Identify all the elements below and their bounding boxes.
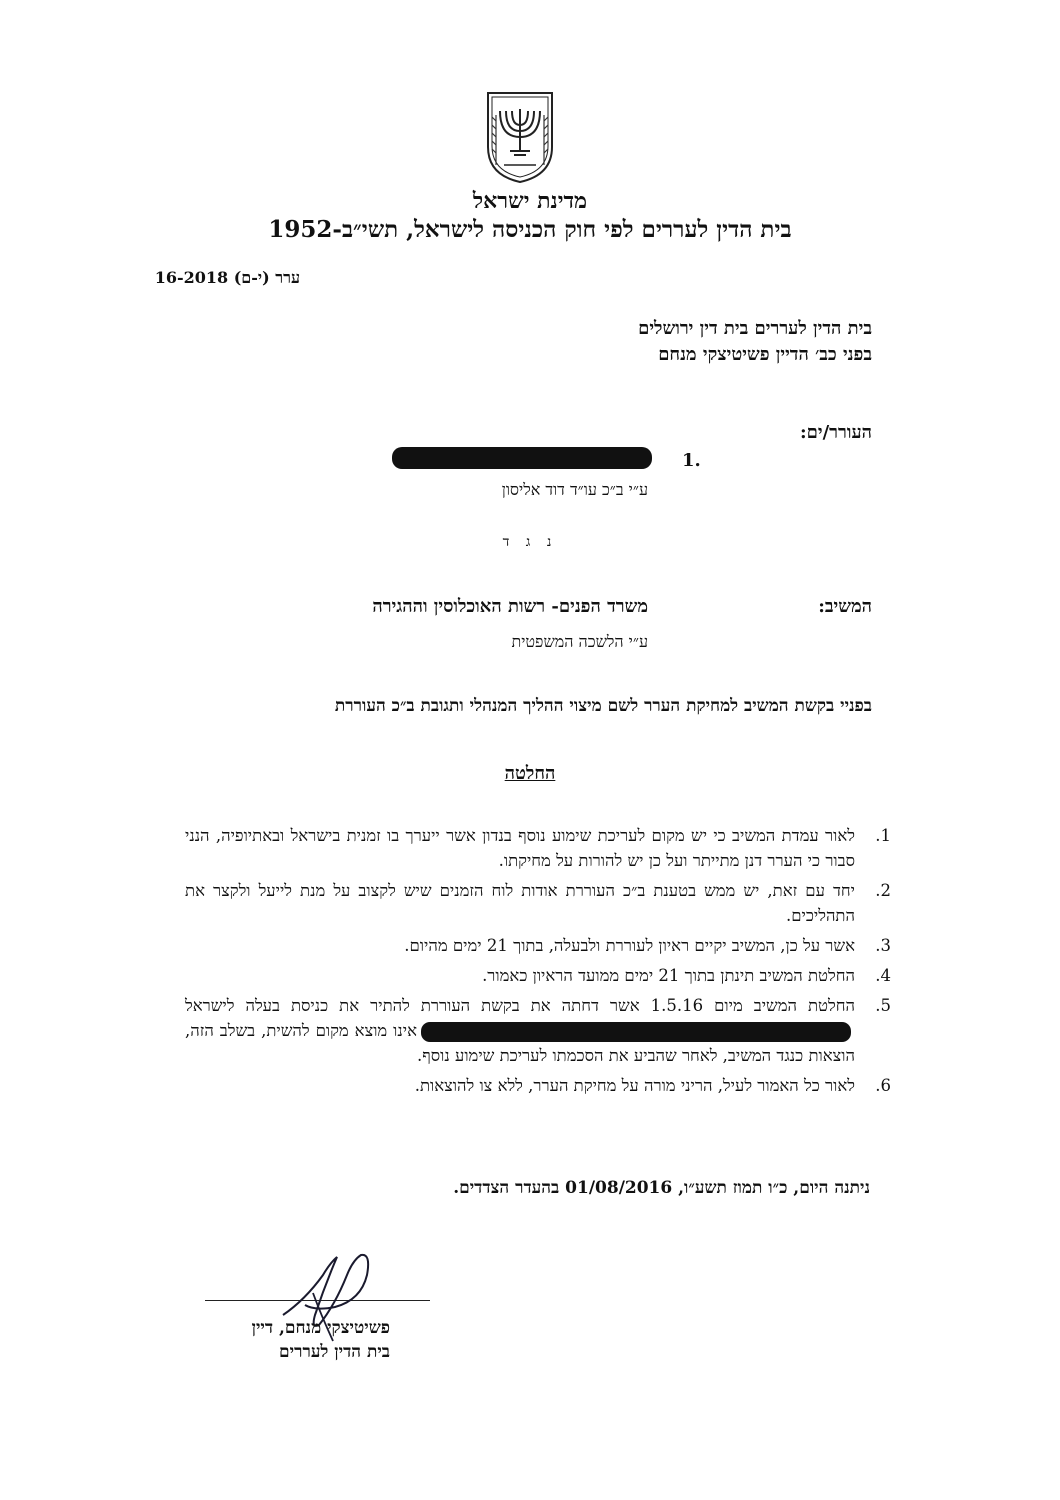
- list-item: [185, 963, 891, 988]
- list-item: [185, 878, 891, 928]
- item-text: החלטת המשיב מיום 1.5.16 אשר דחתה את בקשת העוררת להתיר את כניסת בעלה לישראל: [185, 996, 855, 1015]
- versus: נ ג ד: [502, 534, 558, 550]
- list-item: [185, 993, 891, 1068]
- given-date-line: ניתנה היום, כ״ו תמוז תשע״ו, 01/08/2016 בהעדר הצדדים.: [453, 1178, 870, 1198]
- list-item: [185, 1073, 891, 1098]
- presiding-judge: בפני כב׳ הדיין פשיטיצקי מנחם: [658, 344, 872, 365]
- item-text: יחד עם זאת, יש ממש בטענת ב״כ העוררת אודות לוח הזמנים שיש לקצוב על מנת לייעל ולקצר את התהליכים.: [185, 881, 855, 925]
- item-number: 4.: [875, 966, 891, 985]
- case-number: ערר (י-ם) 16-2018: [154, 268, 300, 287]
- list-item: [185, 933, 891, 958]
- item-number: 1.: [875, 826, 891, 845]
- tribunal-title: בית הדין לעררים לפי חוק הכניסה לישראל, תשי״ב-1952: [268, 216, 792, 243]
- decision-items: [185, 823, 891, 1103]
- list-item: [185, 823, 891, 873]
- item-text: החלטת המשיב תינתן בתוך 21 ימים ממועד הראיון כאמור.: [482, 966, 855, 985]
- menorah-emblem-icon: [470, 85, 570, 185]
- court-name: בית הדין לעררים בית דין ירושלים: [638, 318, 872, 339]
- judge-tribunal: בית הדין לעררים: [279, 1342, 390, 1362]
- item-number: 3.: [875, 936, 891, 955]
- respondent-label: המשיב:: [818, 596, 872, 617]
- respondent-representative: ע״י הלשכה המשפטית: [511, 632, 648, 651]
- item-number: 6.: [875, 1076, 891, 1095]
- redacted-text: [421, 1022, 851, 1042]
- appellant-label: העורר/ים:: [800, 422, 872, 443]
- judge-name: פשיטיצקי מנחם, דיין: [251, 1318, 390, 1338]
- decision-heading: החלטה: [504, 763, 556, 784]
- item-number: 2.: [875, 881, 891, 900]
- item-text: אשר על כן, המשיב יקיים ראיון לעוררת ולבעלה, בתוך 21 ימים מהיום.: [404, 936, 855, 955]
- item-text-continued: אינו מוצא מקום להשית, בשלב הזה, הוצאות כנגד המשיב, לאחר שהביע את הסכמתו לעריכת שימוע נוסף.: [185, 1021, 855, 1065]
- before-text: בפניי בקשת המשיב למחיקת הערר לשם מיצוי ההליך המנהלי ותגובת ב״כ העוררת: [334, 696, 872, 716]
- item-text: לאור כל האמור לעיל, הריני מורה על מחיקת הערר, ללא צו להוצאות.: [414, 1076, 855, 1095]
- appellant-representative: ע״י ב״כ עו״ד דוד אליסון: [501, 480, 648, 499]
- state-title: מדינת ישראל: [472, 188, 588, 214]
- appellant-number: 1.: [682, 450, 701, 471]
- item-text: לאור עמדת המשיב כי יש מקום לעריכת שימוע נוסף בנדון אשר ייערך בו זמנית בישראל ובאתיופיה, הנני סבור כי הערר דנן מתייתר ועל כן יש להורות על מחיקתו.: [185, 826, 855, 870]
- redacted-appellant-name: [392, 447, 652, 469]
- item-number: 5.: [875, 996, 891, 1015]
- respondent-name: משרד הפנים- רשות האוכלוסין וההגירה: [372, 596, 648, 617]
